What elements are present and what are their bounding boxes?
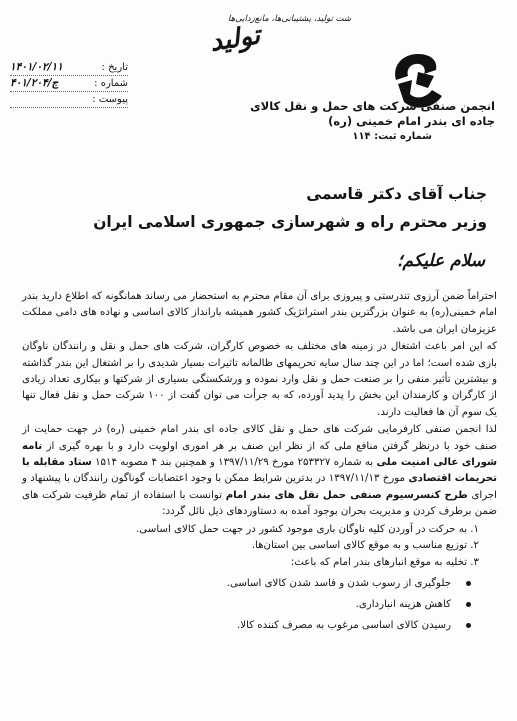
number-value: ۴۰۱/ج/۲۰۴ [10, 77, 59, 89]
list-item: ۱. به حرکت در آوردن کلیه ناوگان باری موجود کشور در جهت حمل کالای اساسی. [136, 523, 479, 535]
paragraph-3 [22, 422, 497, 520]
addressee [93, 180, 487, 236]
list-item: ۲. توزیع مناسب و به موقع کالای اساسی بین استان‌ها. [251, 540, 479, 552]
number-label: شماره : [94, 78, 128, 89]
addressee-name: جناب آقای دکتر قاسمی [306, 185, 487, 203]
association-name: انجمن صنفی شرکت های حمل و نقل کالای جاده ای بندر امام خمینی (ره) [250, 99, 495, 128]
letter-meta [10, 60, 128, 108]
benefits-list [22, 573, 497, 636]
greeting: سلام علیکم؛ [397, 251, 485, 271]
registration-number: شماره ثبت: ۱۱۴ [352, 131, 432, 142]
achievements-list [22, 522, 497, 571]
slogan-small: شت تولید، پشتیبانی‌ها، مانع‌زدایی‌ها [228, 14, 351, 24]
letter-body [22, 289, 497, 636]
date-label: تاریخ : [101, 62, 128, 73]
list-item: رسیدن کالای اساسی مرغوب به مصرف کننده کالا. [22, 615, 451, 636]
paragraph-3-part-a: لذا انجمن صنفی کارفرمایی شرکت های حمل و نقل کالای جاده ای بندر امام خمینی (ره) در جهت حمایت از صنف خود با درنظر گرفتن منافع ملی که از نظر این صنف بر هر اموری اولویت دارد و با بهره گیری از [22, 424, 497, 452]
date-row [10, 60, 128, 76]
date-value: ۱۴۰۱/۰۲/۱۱ [10, 61, 63, 73]
paragraph-3-part-d: مورخ ۱۳۹۷/۱۱/۱۳ در بدترین شرایط ممکن با وجود اعتصابات گوناگون رانندگان با پیشنهاد و اجرای [22, 473, 497, 501]
paragraph-1: احتراماً ضمن آرزوی تندرستی و پیروزی برای آن مقام محترم به استحضار می رساند همانگونه که اطلاع دارید بندر امام خمینی(ره) به عنوان بزرگترین بندر استراتژیک کشور همیشه بارانداز کالای اساسی و نهاده های دامی مملکت عزیزمان ایران می باشد. [22, 291, 497, 335]
consortium-plan-ref: طرح کنسرسیوم صنفی حمل نقل های بندر امام [225, 489, 468, 501]
slogan-title: تولید [207, 20, 263, 58]
paragraph-3-part-c: به شماره ۲۵۳۳۲۷ مورخ ۱۳۹۷/۱۱/۲۹ و همچنین بند ۴ مصوبه ۱۵۱۴ [95, 457, 374, 469]
attachment-label: پیوست : [92, 94, 128, 105]
security-council-ref: نامه شورای عالی امنیت ملی [22, 440, 497, 469]
list-item: جلوگیری از رسوب شدن و فاسد شدن کالای اساسی. [22, 573, 451, 594]
paragraph-3-part-e: توانست با استفاده از تمام ظرفیت شرکت های ضمن برطرف کردن و مدیریت بحران بوجود آمده به دستاوردهای ذیل نائل گردد: [22, 489, 497, 518]
list-item: ۳. تخلیه به موقع انبارهای بندر امام که باعث: [290, 556, 479, 568]
attachment-row [10, 92, 128, 108]
sanctions-hq-ref: ستاد مقابله با تحریمات اقتصادی [22, 457, 497, 485]
number-row [10, 76, 128, 92]
addressee-title: وزیر محترم راه و شهرسازی جمهوری اسلامی ایران [93, 213, 487, 231]
list-item: کاهش هزینه انبارداری. [22, 594, 451, 615]
paragraph-2: که این امر باعث اشتغال در زمینه های مختلف به خصوص کارگران، شرکت های حمل و نقل و رانندگان ناوگان باری شده است؛ اما در این چند سال سایه تحریمهای ظالمانه تاثیرات بسیار شدیدی را بر اشتغال این بندر گذاشته و بیشترین تأثیر منفی را بر صنعت حمل و نقل وارد نموده و ورشکستگی بسیاری از شرکتها و بیکاری تعداد زیادی از کارگران و کارمندان این بخش را پدید آورده، که به جرأت می توان گفت از ۱۰۰ شرکت حمل و نقل فعال تنها یک سوم آن ها فعالیت دارند. [22, 341, 497, 418]
